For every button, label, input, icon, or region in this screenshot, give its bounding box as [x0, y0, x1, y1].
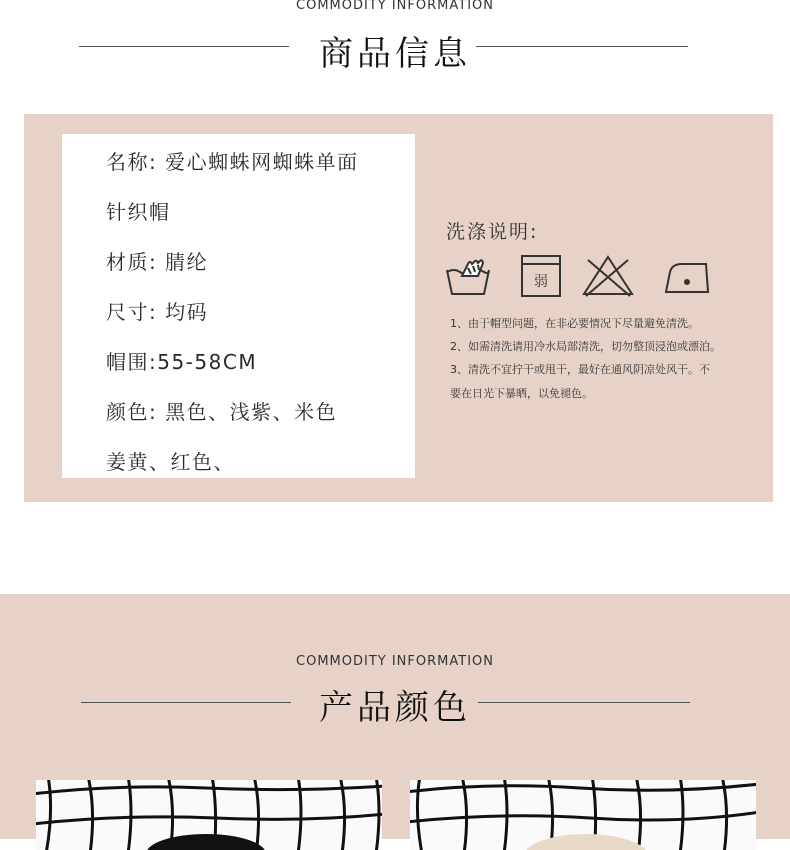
product-colors-section	[0, 594, 790, 839]
care-note-1: 1、由于帽型问题，在非必要情况下尽量避免清洗。	[450, 317, 699, 330]
gentle-wash-icon	[518, 254, 564, 298]
colors-eyebrow: COMMODITY INFORMATION	[296, 654, 494, 669]
spec-name-cont: 针织帽	[106, 200, 171, 224]
product-photo-beige[interactable]	[410, 780, 756, 850]
section-title: 商品信息	[319, 34, 471, 74]
spec-name: 名称: 爱心蜘蛛网蜘蛛单面	[106, 150, 359, 174]
care-note-4: 要在日光下暴晒，以免褪色。	[450, 387, 593, 400]
product-photo-black[interactable]	[36, 780, 382, 850]
spec-colors-cont: 姜黄、红色、	[106, 450, 235, 474]
spec-material: 材质: 腈纶	[106, 250, 209, 274]
gentle-wash-label: 弱	[534, 274, 548, 290]
commodity-eyebrow: COMMODITY INFORMATION	[296, 0, 494, 13]
care-note-3: 3、清洗不宜拧干或甩干，最好在通风阴凉处风干。不	[450, 363, 710, 376]
colors-rule-right	[478, 702, 690, 703]
spec-colors: 颜色: 黑色、浅紫、米色	[106, 400, 338, 424]
spec-size: 尺寸: 均码	[106, 300, 209, 324]
care-title: 洗涤说明:	[446, 221, 539, 243]
hand-wash-icon	[444, 254, 492, 298]
spec-circumference: 帽围:55-58CM	[106, 350, 258, 374]
iron-icon	[660, 254, 714, 298]
no-bleach-icon	[580, 254, 636, 298]
care-icons	[444, 254, 714, 298]
care-note-2: 2、如需清洗请用冷水局部清洗，切勿整顶浸泡或漂泊。	[450, 340, 721, 353]
product-info-panel	[24, 114, 773, 502]
colors-title: 产品颜色	[319, 688, 471, 728]
title-rule-right	[476, 46, 688, 47]
product-spec-card	[62, 134, 415, 478]
